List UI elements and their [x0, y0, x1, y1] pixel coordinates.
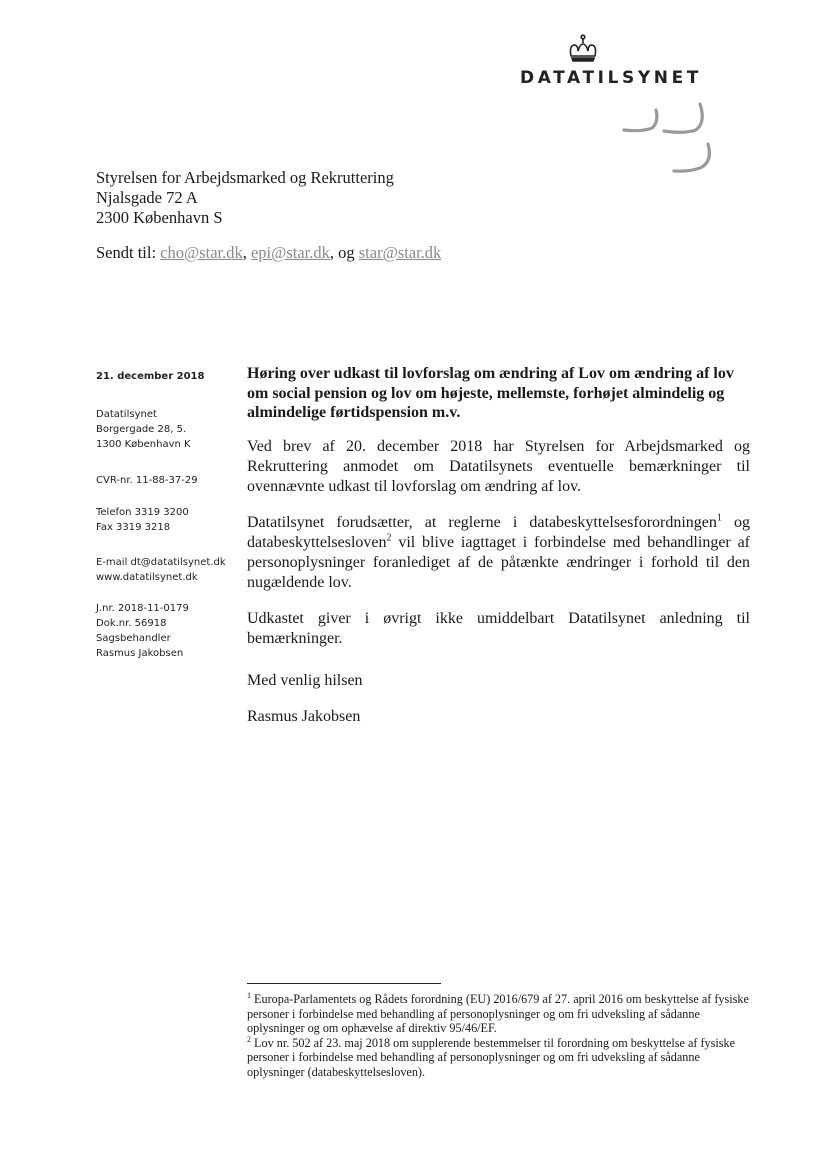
footnotes [247, 992, 752, 1080]
recipient-address [96, 168, 394, 228]
paragraph-2 [247, 513, 750, 593]
case-reference [96, 601, 189, 661]
paragraph-1: Ved brev af 20. december 2018 har Styrelsen for Arbejdsmarked og Rekruttering anmodet om Datatilsynets eventuelle bemærkninger til ovennævnte udkast til lovforslag om ændring af lov. [247, 437, 750, 495]
website: www.datatilsynet.dk [96, 572, 198, 583]
case-handler-name: Rasmus Jakobsen [96, 648, 184, 659]
sent-to-line [96, 243, 441, 263]
paragraph-2-part-a: Datatilsynet forudsætter, at reglerne i databeskyttelsesforordningen [247, 513, 717, 531]
signature-name: Rasmus Jakobsen [247, 707, 361, 725]
footnote-1-text: Europa-Parlamentets og Rådets forordning (EU) 2016/679 af 27. april 2016 om beskyttelse af fysiske personer i forbindelse med behandling af personoplysninger og om fri udveksling af sådanne oplysninger og om ophævelse af direktiv 95/46/EF. [247, 992, 749, 1036]
footnote-2 [247, 1036, 752, 1080]
sender-street: Borgergade 28, 5. [96, 424, 187, 435]
footnote-divider [247, 983, 441, 984]
footnote-ref-2: 2 [386, 532, 392, 544]
footnote-ref-1: 1 [716, 512, 722, 524]
journal-number: J.nr. 2018-11-0179 [96, 603, 189, 614]
contact-online [96, 555, 226, 585]
email-separator-og: , og [329, 243, 359, 262]
email-link-cho[interactable]: cho@star.dk [160, 243, 243, 262]
footnote-mark-2: 2 [247, 1034, 251, 1044]
letter-subject: Høring over udkast til lovforslag om ændring af Lov om ændring af lov om social pension og lov om højeste, mellemste, forhøjet almindelig og almindelige førtidspension m.v. [247, 365, 734, 421]
sender-org-name: Datatilsynet [96, 409, 157, 420]
email-link-epi[interactable]: epi@star.dk [250, 243, 330, 262]
footnote-1 [247, 992, 752, 1036]
document-number: Dok.nr. 56918 [96, 618, 167, 629]
contact-phone-fax [96, 505, 189, 535]
fax-number: Fax 3319 3218 [96, 522, 171, 533]
cvr-number: CVR-nr. 11-88-37-29 [96, 475, 198, 486]
greeting: Med venlig hilsen [247, 671, 363, 689]
contact-email: E-mail dt@datatilsynet.dk [96, 557, 226, 568]
case-handler-label: Sagsbehandler [96, 633, 171, 644]
email-separator: , [242, 243, 251, 262]
sender-address [96, 407, 191, 452]
footnote-mark-1: 1 [247, 990, 251, 1000]
letter-body [247, 364, 750, 743]
paragraph-2-part-c: vil blive iagttaget i forbindelse med behandlinger af personoplysninger foranlediget af de påtænkte ændringer i forhold til den nugældende lov. [247, 533, 750, 591]
email-link-star[interactable]: star@star.dk [358, 243, 442, 262]
recipient-street: Njalsgade 72 A [96, 188, 198, 207]
letter-date: 21. december 2018 [96, 371, 205, 382]
recipient-city: 2300 København S [96, 208, 223, 227]
footnote-2-text: Lov nr. 502 af 23. maj 2018 om supplerende bestemmelser til forordning om beskyttelse af fysiske personer i forbindelse med behandling af personoplysninger og om fri udveksling af sådanne oplysninger (databeskyttelsesloven). [247, 1035, 736, 1079]
sent-to-label: Sendt til: [96, 243, 157, 262]
crown-icon [565, 34, 601, 64]
paragraph-3: Udkastet giver i øvrigt ikke umiddelbart Datatilsynet anledning til bemærkninger. [247, 609, 750, 647]
phone-number: Telefon 3319 3200 [96, 507, 189, 518]
sender-city: 1300 København K [96, 439, 191, 450]
brand-logo-text: DATATILSYNET [520, 68, 703, 88]
paragraph-2-part-b: og databeskyttelsesloven [247, 513, 750, 551]
recipient-name: Styrelsen for Arbejdsmarked og Rekruttering [96, 168, 394, 187]
handwritten-initials [612, 100, 724, 186]
